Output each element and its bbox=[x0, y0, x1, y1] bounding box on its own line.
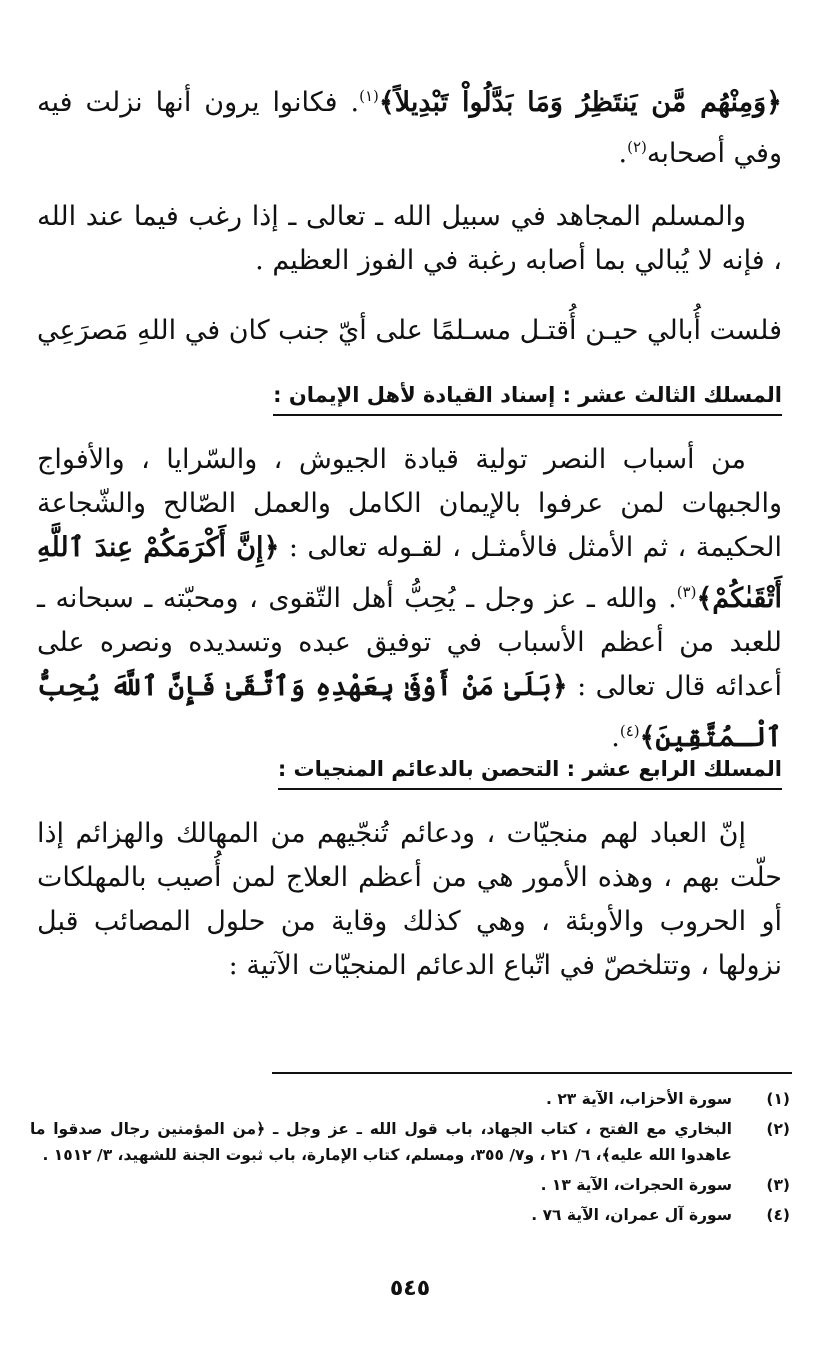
page-number: ٥٤٥ bbox=[389, 1276, 431, 1301]
paragraph-2: والمسلم المجاهد في سبيل الله ـ تعالى ـ إذا رغب فيما عند الله ، فإنه لا يُبالي بما أصابه رغبة في الفوز العظيم . bbox=[37, 201, 782, 276]
footnote-text: البخاري مع الفتح ، كتاب الجهاد، باب قول الله ـ عز وجل ـ ﴿من المؤمنين رجال صدقوا ما عاهدوا الله عليه﴾، ٦/ ٢١ ، و٧/ ٣٥٥، ومسلم، كتاب الإمارة، باب ثبوت الجنة للشهيد، ٣/ ١٥١٢ . bbox=[30, 1120, 732, 1164]
section-heading-13: المسلك الثالث عشر : إسناد القيادة لأهل الإيمان : bbox=[273, 380, 782, 416]
footnote-mark-2: (٢) bbox=[627, 138, 647, 156]
poem-verse bbox=[37, 309, 782, 353]
footnote-item bbox=[30, 1086, 790, 1112]
paragraph-3-end: . bbox=[611, 722, 620, 753]
paragraph-3-text-2: . والله ـ عز وجل ـ يُحِبُّ أهل التّقوى ، ومحبّته ـ سبحانه ـ للعبد من أعظم الأسباب في توفيق عبده وتسديده ونصره على أعدائه قال تعالى : bbox=[37, 583, 783, 702]
quran-verse-2: ﴿إِنَّ أَكْرَمَكُمْ عِندَ ٱللَّهِ أَتْقَىٰكُمْ﴾ bbox=[37, 532, 782, 614]
quran-verse-1: ﴿وَمِنْهُم مَّن يَنتَظِرُ وَمَا بَدَّلُواْ تَبْدِيلاً﴾ bbox=[378, 87, 782, 118]
footnote-text: سورة الحجرات، الآية ١٣ . bbox=[540, 1176, 732, 1194]
footnote-number: (٢) bbox=[766, 1120, 790, 1138]
footnote-item bbox=[30, 1202, 790, 1228]
footnote-number: (١) bbox=[766, 1090, 790, 1108]
paragraph-1-text: . فكانوا يرون أنها نزلت فيه وفي أصحابه bbox=[37, 87, 782, 169]
footnote-mark-3: (٣) bbox=[676, 583, 697, 601]
footnote-text: سورة آل عمران، الآية ٧٦ . bbox=[531, 1206, 732, 1224]
paragraph-1-end: . bbox=[618, 138, 628, 169]
poem-right-hemistich: فلست أُبالي حيـن أُقتـل مسـلمًا bbox=[431, 315, 782, 346]
footnote-mark-1: (١) bbox=[359, 87, 379, 105]
poem-left-hemistich: على أيّ جنب كان في اللهِ مَصرَعِي bbox=[37, 315, 423, 346]
footnotes bbox=[30, 1086, 790, 1232]
footnote-text: سورة الأحزاب، الآية ٢٣ . bbox=[546, 1090, 732, 1108]
paragraph-3 bbox=[37, 438, 782, 760]
quran-verse-3: ﴿بَلَىٰ مَنْ أَوْفَىٰ بِعَهْدِهِ وَٱتَّقَىٰ فَإِنَّ ٱللَّهَ يُحِبُّ ٱلْـمُتَّقِينَ﴾ bbox=[37, 671, 782, 753]
footnote-item bbox=[30, 1172, 790, 1198]
paragraph-4: إنّ العباد لهم منجيّات ، ودعائم تُنجّيهم من المهالك والهزائم إذا حلّت بهم ، وهذه الأمور هي من أعظم العلاج لمن أُصيب بالمهلكات أو الحروب والأوبئة ، وهي كذلك وقاية من حلول المصائب قبل نزولها ، وتتلخصّ في اتّباع الدعائم المنجيّات الآتية : bbox=[37, 818, 782, 981]
footnote-item bbox=[30, 1116, 790, 1168]
section-heading-14: المسلك الرابع عشر : التحصن بالدعائم المنجيات : bbox=[278, 754, 782, 790]
footnote-separator bbox=[272, 1072, 792, 1074]
paragraph-1 bbox=[37, 74, 782, 176]
footnote-number: (٤) bbox=[766, 1206, 790, 1224]
paragraph-3-text-1: من أسباب النصر تولية قيادة الجيوش ، والسّرايا ، والأفواج والجبهات لمن عرفوا بالإيمان الكامل والعمل الصّالح والشّجاعة الحكيمة ، ثم الأمثل فالأمثـل ، لقـوله تعالى : bbox=[37, 444, 782, 563]
footnote-number: (٣) bbox=[766, 1176, 790, 1194]
footnote-mark-4: (٤) bbox=[619, 722, 640, 740]
